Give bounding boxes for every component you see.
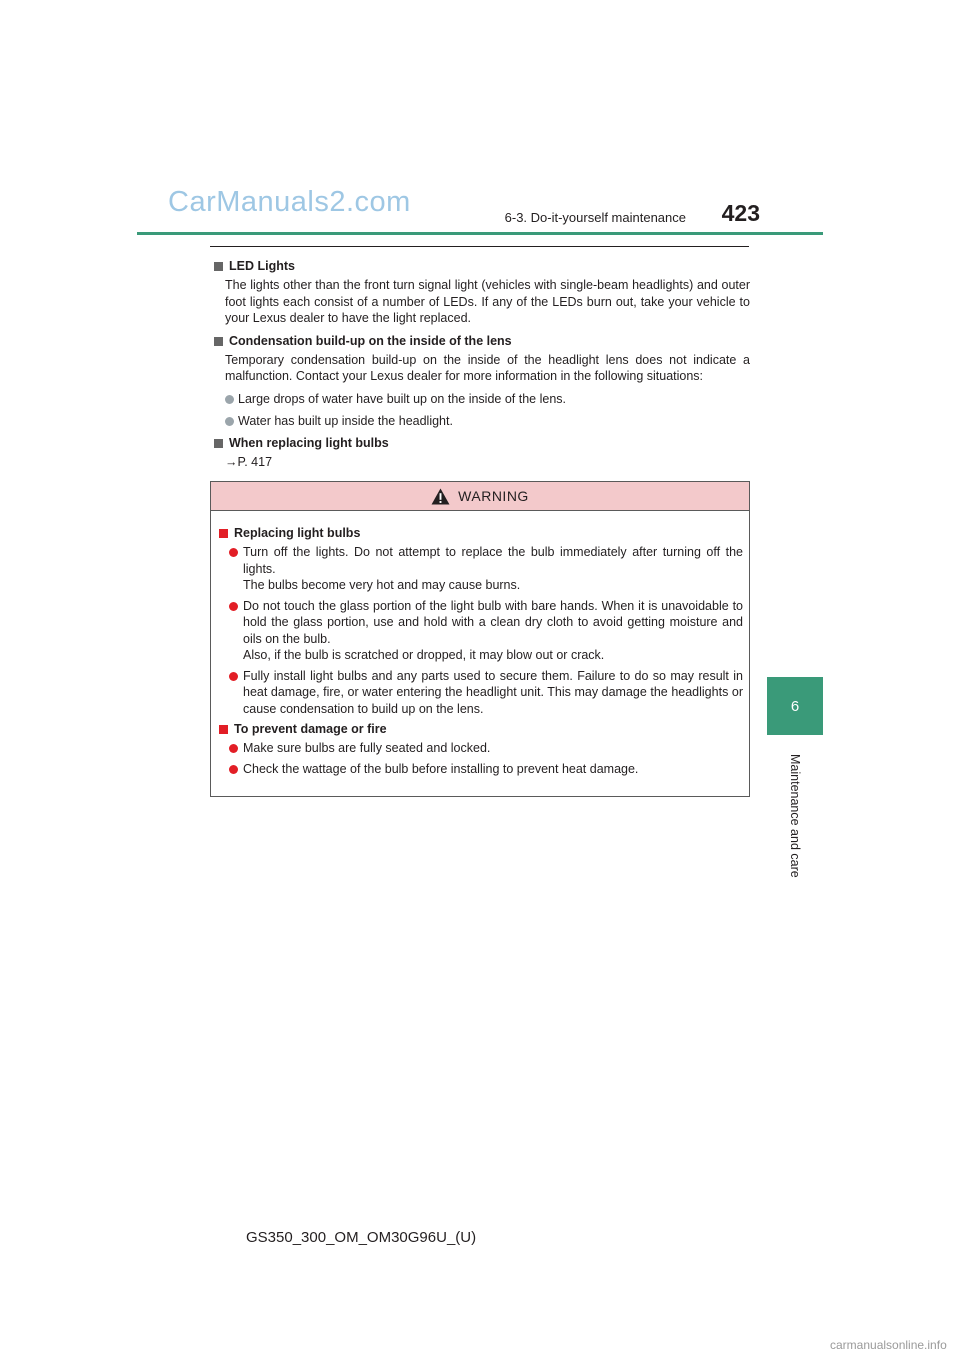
content-top-rule (210, 246, 749, 247)
warning-subheading (217, 721, 743, 737)
heading-text: LED Lights (229, 259, 295, 273)
list-item (225, 413, 750, 430)
paragraph-condensation: Temporary condensation build-up on the inside of the headlight lens does not indicate a malfunction. Contact your Lexus dealer for more information in the following situations: (225, 352, 750, 383)
warning-subheading-text: Replacing light bulbs (234, 526, 361, 540)
warning-list-item (229, 761, 743, 778)
square-bullet-icon (214, 337, 223, 346)
circle-bullet-icon (225, 395, 234, 404)
warning-list-item (229, 740, 743, 757)
warning-body (211, 511, 749, 777)
warning-list-item (229, 668, 743, 718)
red-circle-bullet-icon (229, 744, 238, 753)
warning-text: Check the wattage of the bulb before installing to prevent heat damage. (243, 761, 639, 776)
paragraph-led: The lights other than the front turn signal light (vehicles with single-beam headlights) and outer foot lights each consist of a number of LEDs. If any of the LEDs burn out, take your vehicle to your Lexus dealer to have the light replaced. (225, 278, 750, 325)
square-bullet-icon (214, 262, 223, 271)
document-code: GS350_300_OM_OM30G96U_(U) (246, 1229, 477, 1246)
warning-text: Also, if the bulb is scratched or dropped, it may blow out or crack. (243, 648, 605, 662)
chapter-tab: 6 (767, 677, 823, 735)
section-title: 6-3. Do-it-yourself maintenance (504, 210, 686, 225)
warning-list-item (229, 544, 743, 594)
heading-text: Condensation build-up on the inside of the lens (229, 333, 512, 348)
red-circle-bullet-icon (229, 548, 238, 557)
chapter-label: Maintenance and care (788, 754, 802, 878)
warning-text: Turn off the lights. Do not attempt to replace the bulb immediately after turning off the lights. (243, 545, 743, 576)
list-item-text: Water has built up inside the headlight. (238, 414, 453, 428)
warning-text: Make sure bulbs are fully seated and locked. (243, 741, 491, 755)
list-item (225, 391, 750, 408)
warning-text: Fully install light bulbs and any parts used to secure them. Failure to do so may result in heat damage, fire, or water entering the headlight unit. This may damage the headlights or cause condensation to build up on the lens. (243, 668, 743, 716)
section-heading-condensation (210, 333, 750, 349)
header-rule (137, 232, 823, 235)
red-circle-bullet-icon (229, 765, 238, 774)
warning-header (211, 482, 749, 511)
red-circle-bullet-icon (229, 672, 238, 681)
warning-text: The bulbs become very hot and may cause burns. (243, 578, 521, 592)
section-heading-led (210, 258, 750, 274)
heading-text: When replacing light bulbs (229, 435, 389, 450)
warning-triangle-icon (431, 488, 450, 505)
site-logo[interactable]: CarManuals2.com (168, 186, 411, 218)
section-heading-replacing (210, 435, 750, 451)
page-reference-link[interactable]: →P. 417 (225, 454, 273, 469)
warning-box (210, 481, 750, 797)
page-number: 423 (721, 200, 760, 226)
warning-subheading (217, 525, 743, 541)
red-circle-bullet-icon (229, 602, 238, 611)
warning-title: WARNING (458, 488, 529, 504)
warning-text: Do not touch the glass portion of the light bulb with bare hands. When it is unavoidable to hold the glass portion, use and hold with a clean dry cloth to avoid getting moisture and oils on the bulb. (243, 598, 743, 646)
main-content (210, 258, 750, 470)
circle-bullet-icon (225, 417, 234, 426)
red-square-bullet-icon (219, 725, 228, 734)
watermark: carmanualsonline.info (830, 1338, 947, 1352)
warning-subheading-text: To prevent damage or fire (234, 722, 387, 736)
square-bullet-icon (214, 439, 223, 448)
warning-list-item (229, 598, 743, 664)
list-item-text: Large drops of water have built up on the inside of the lens. (238, 391, 566, 406)
red-square-bullet-icon (219, 529, 228, 538)
